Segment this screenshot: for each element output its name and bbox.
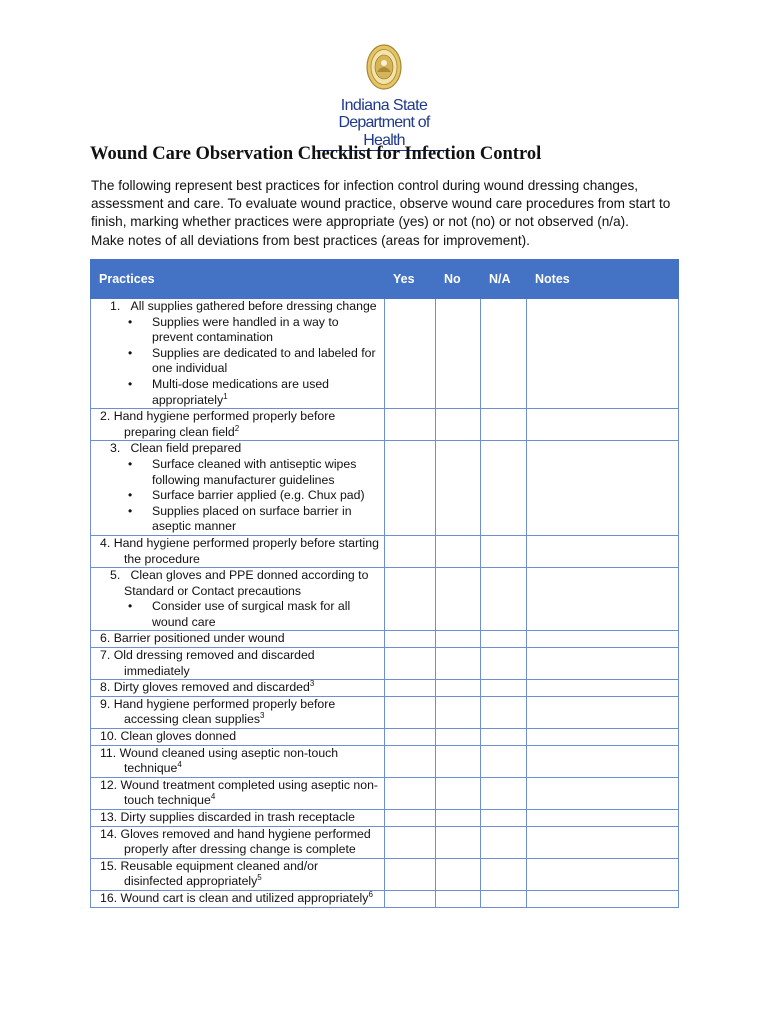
sub-list-item [152, 599, 380, 630]
practice-label: All supplies gathered before dressing change [130, 299, 377, 313]
page-title: Wound Care Observation Checklist for Infection Control [90, 144, 542, 164]
no-cell[interactable] [436, 729, 481, 746]
sub-item-text: Supplies placed on surface barrier in aseptic manner [152, 503, 352, 534]
practice-text [100, 568, 380, 599]
table-row [91, 777, 679, 809]
notes-cell[interactable] [527, 648, 679, 680]
practice-cell [91, 441, 385, 536]
na-cell[interactable] [481, 409, 527, 441]
table-row [91, 745, 679, 777]
practice-number: 3. [110, 441, 121, 456]
table-row [91, 858, 679, 890]
sub-list-item [152, 346, 380, 377]
no-cell[interactable] [436, 409, 481, 441]
table-row [91, 631, 679, 648]
footnote-ref: 3 [260, 711, 265, 721]
yes-cell[interactable] [385, 648, 436, 680]
practice-cell [91, 810, 385, 827]
notes-cell[interactable] [527, 890, 679, 907]
practice-label: Clean gloves donned [120, 729, 237, 744]
practice-label: Gloves removed and hand hygiene performed properly after dressing change is complete [120, 826, 371, 857]
notes-cell[interactable] [527, 810, 679, 827]
no-cell[interactable] [436, 299, 481, 409]
sub-list [100, 315, 380, 409]
no-cell[interactable] [436, 535, 481, 567]
na-cell[interactable] [481, 826, 527, 858]
practice-label: Hand hygiene performed properly before preparing clean field [113, 409, 336, 439]
practice-cell [91, 648, 385, 680]
practice-text [100, 729, 380, 745]
notes-cell[interactable] [527, 631, 679, 648]
sub-list-item [152, 504, 380, 535]
yes-cell[interactable] [385, 810, 436, 827]
na-cell[interactable] [481, 535, 527, 567]
practice-cell [91, 568, 385, 631]
footnote-ref: 5 [257, 873, 262, 883]
practice-number: 5. [110, 568, 121, 583]
practice-number: 7. [100, 648, 111, 663]
header-yes: Yes [385, 260, 436, 299]
practice-cell [91, 826, 385, 858]
na-cell[interactable] [481, 568, 527, 631]
practice-cell [91, 535, 385, 567]
practice-cell [91, 729, 385, 746]
practice-label: Hand hygiene performed properly before starting the procedure [113, 535, 379, 566]
footnote-ref: 1 [223, 391, 228, 401]
na-cell[interactable] [481, 810, 527, 827]
sub-list-item [152, 315, 380, 346]
practice-cell [91, 745, 385, 777]
practice-cell [91, 680, 385, 697]
na-cell[interactable] [481, 441, 527, 536]
yes-cell[interactable] [385, 568, 436, 631]
practice-label: Clean field prepared [130, 441, 242, 456]
practice-label: Old dressing removed and discarded immediately [113, 648, 315, 678]
practice-cell [91, 409, 385, 441]
na-cell[interactable] [481, 648, 527, 680]
na-cell[interactable] [481, 729, 527, 746]
practice-number: 15. [100, 858, 118, 873]
state-seal-icon [366, 44, 402, 90]
no-cell[interactable] [436, 696, 481, 728]
notes-cell[interactable] [527, 680, 679, 697]
intro-line: The following represent best practices for infection control during wound dressing changes, [91, 178, 639, 193]
practice-cell [91, 890, 385, 907]
sub-item-text: Consider use of surgical mask for all wound care [152, 599, 351, 629]
table-row [91, 696, 679, 728]
no-cell[interactable] [436, 648, 481, 680]
practice-cell [91, 631, 385, 648]
practice-text [100, 891, 380, 907]
na-cell[interactable] [481, 777, 527, 809]
sub-item-text: Supplies are dedicated to and labeled for one individual [152, 345, 376, 376]
practice-text [100, 299, 380, 315]
na-cell[interactable] [481, 631, 527, 648]
table-row [91, 299, 679, 409]
no-cell[interactable] [436, 568, 481, 631]
table-row [91, 409, 679, 441]
yes-cell[interactable] [385, 777, 436, 809]
practice-number: 13. [100, 810, 118, 824]
practice-label: Dirty supplies discarded in trash receptacle [120, 810, 355, 824]
table-row [91, 810, 679, 827]
yes-cell[interactable] [385, 858, 436, 890]
footnote-ref: 2 [234, 423, 240, 433]
notes-cell[interactable] [527, 299, 679, 409]
na-cell[interactable] [481, 680, 527, 697]
practice-text [100, 409, 380, 440]
footnote-ref: 6 [368, 889, 373, 899]
table-row [91, 890, 679, 907]
practice-number: 10. [100, 729, 118, 744]
no-cell[interactable] [436, 810, 481, 827]
table-row [91, 648, 679, 680]
na-cell[interactable] [481, 696, 527, 728]
practice-number: 9. [100, 696, 111, 711]
sub-item-text: Supplies were handled in a way to prevent contamination [152, 314, 339, 345]
yes-cell[interactable] [385, 631, 436, 648]
practice-number: 4. [100, 535, 111, 550]
header-no: No [436, 260, 481, 299]
header-practices: Practices [91, 260, 385, 299]
practice-label: Wound cart is clean and utilized appropriately [120, 890, 369, 905]
org-line2: Department of Health [318, 114, 450, 151]
na-cell[interactable] [481, 299, 527, 409]
yes-cell[interactable] [385, 729, 436, 746]
no-cell[interactable] [436, 680, 481, 697]
no-cell[interactable] [436, 890, 481, 907]
notes-cell[interactable] [527, 535, 679, 567]
footnote-ref: 4 [177, 760, 182, 770]
table-row [91, 441, 679, 536]
practice-cell [91, 858, 385, 890]
notes-cell[interactable] [527, 777, 679, 809]
org-line1: Indiana State [340, 97, 428, 114]
notes-cell[interactable] [527, 409, 679, 441]
yes-cell[interactable] [385, 535, 436, 567]
sub-item-text: Surface barrier applied (e.g. Chux pad) [152, 488, 365, 503]
table-row [91, 568, 679, 631]
yes-cell[interactable] [385, 890, 436, 907]
yes-cell[interactable] [385, 299, 436, 409]
practice-number: 6. [100, 631, 111, 646]
no-cell[interactable] [436, 745, 481, 777]
practice-label: Dirty gloves removed and discarded [113, 680, 310, 695]
na-cell[interactable] [481, 858, 527, 890]
practice-cell [91, 299, 385, 409]
practice-number: 1. [110, 299, 121, 313]
sub-list-item [152, 457, 380, 488]
logo [318, 44, 450, 149]
table-row [91, 535, 679, 567]
practice-text [100, 697, 380, 728]
header-na: N/A [481, 260, 527, 299]
no-cell[interactable] [436, 441, 481, 536]
notes-cell[interactable] [527, 729, 679, 746]
practice-text [100, 536, 380, 567]
sub-list-item [152, 377, 380, 408]
footnote-ref: 4 [210, 792, 216, 802]
practice-number: 8. [100, 680, 111, 695]
sub-list [100, 599, 380, 630]
intro-line: Make notes of all deviations from best practices (areas for improvement). [91, 232, 530, 248]
yes-cell[interactable] [385, 745, 436, 777]
practice-number: 12. [100, 777, 118, 792]
intro-line: assessment and care. To evaluate wound practice, observe wound care procedures from start to [91, 196, 671, 212]
practice-number: 11. [100, 745, 117, 760]
notes-cell[interactable] [527, 858, 679, 890]
no-cell[interactable] [436, 631, 481, 648]
no-cell[interactable] [436, 826, 481, 858]
na-cell[interactable] [481, 745, 527, 777]
notes-cell[interactable] [527, 696, 679, 728]
yes-cell[interactable] [385, 409, 436, 441]
practice-cell [91, 777, 385, 809]
practice-text [100, 746, 380, 777]
practice-text [100, 680, 380, 696]
notes-cell[interactable] [527, 826, 679, 858]
no-cell[interactable] [436, 858, 481, 890]
practice-text [100, 441, 380, 457]
yes-cell[interactable] [385, 441, 436, 536]
notes-cell[interactable] [527, 745, 679, 777]
sub-item-text: Surface cleaned with antiseptic wipes following manufacturer guidelines [152, 456, 357, 487]
practice-text [100, 859, 380, 890]
practice-label: Wound treatment completed using aseptic non-touch technique [120, 777, 379, 808]
checklist-table [90, 259, 679, 908]
header-notes: Notes [527, 260, 679, 299]
practice-number: 14. [100, 826, 118, 841]
sub-item-text: Multi-dose medications are used appropriately [152, 376, 330, 407]
table-row [91, 680, 679, 697]
practice-number: 2. [100, 409, 111, 424]
na-cell[interactable] [481, 890, 527, 907]
practice-cell [91, 696, 385, 728]
table-row [91, 826, 679, 858]
practice-label: Wound cleaned using aseptic non-touch technique [119, 745, 339, 776]
footnote-ref: 3 [309, 679, 315, 689]
practice-label: Reusable equipment cleaned and/or disinfected appropriately [120, 858, 319, 889]
yes-cell[interactable] [385, 696, 436, 728]
sub-list [100, 457, 380, 535]
practice-label: Barrier positioned under wound [113, 631, 285, 646]
notes-cell[interactable] [527, 568, 679, 631]
sub-list-item [152, 488, 380, 504]
practice-number: 16. [100, 890, 118, 905]
practice-text [100, 778, 380, 809]
practice-text [100, 631, 380, 647]
no-cell[interactable] [436, 777, 481, 809]
notes-cell[interactable] [527, 441, 679, 536]
intro-text [91, 177, 691, 250]
yes-cell[interactable] [385, 680, 436, 697]
practice-text [100, 648, 380, 679]
practice-label: Clean gloves and PPE donned according to Standard or Contact precautions [124, 568, 369, 598]
practice-text [100, 810, 380, 826]
practice-label: Hand hygiene performed properly before accessing clean supplies [113, 696, 336, 727]
yes-cell[interactable] [385, 826, 436, 858]
practice-text [100, 827, 380, 858]
intro-line: finish, marking whether practices were appropriate (yes) or not (no) or not observed (n/a). [91, 214, 629, 230]
table-row [91, 729, 679, 746]
table-header-row [91, 260, 679, 299]
